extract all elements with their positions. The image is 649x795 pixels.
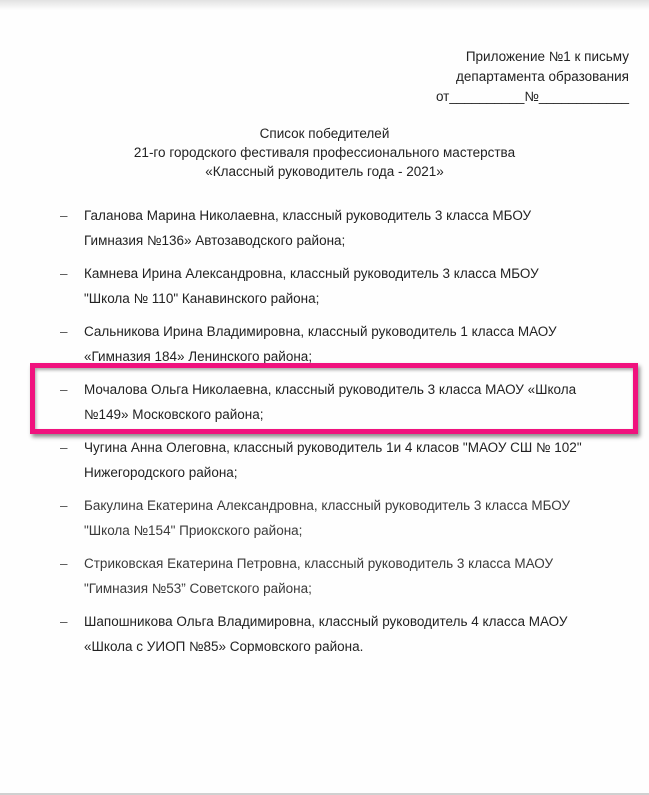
dash-bullet: – xyxy=(60,498,68,513)
appendix-line-3: от__________№____________ xyxy=(435,89,629,104)
dash-bullet: – xyxy=(60,614,68,629)
dash-bullet: – xyxy=(60,440,68,455)
winner-line-1: Сальникова Ирина Владимировна, классный руководитель 1 класса МАОУ xyxy=(84,324,557,339)
winner-line-2: Нижегородского района; xyxy=(84,465,238,480)
winner-line-2: "Гимназия №53” Советского района; xyxy=(84,581,312,596)
winner-line-1: Мочалова Ольга Николаевна, классный руководитель 3 класса МАОУ «Школа xyxy=(84,382,577,397)
appendix-header xyxy=(409,47,629,107)
dash-bullet: – xyxy=(60,266,68,281)
dash-bullet: – xyxy=(60,382,68,397)
winner-line-2: «Гимназия 184» Ленинского района; xyxy=(84,349,313,364)
list-item xyxy=(60,261,630,311)
dash-bullet: – xyxy=(60,208,68,223)
winner-line-2: Гимназия №136» Автозаводского района; xyxy=(84,233,346,248)
winners-list xyxy=(60,203,630,667)
title-line-1: Список победителей xyxy=(259,126,390,141)
list-item xyxy=(60,203,630,253)
winner-line-1: Бакулина Екатерина Александровна, классный руководитель 3 класса МБОУ xyxy=(84,498,571,513)
dash-bullet: – xyxy=(60,324,68,339)
list-item-highlighted xyxy=(60,377,630,427)
winner-line-1: Камнева Ирина Александровна, классный руководитель 3 класса МБОУ xyxy=(84,266,539,281)
list-item xyxy=(60,493,630,543)
winner-line-2: «Школа с УИОП №85» Сормовского района. xyxy=(84,639,364,654)
winner-line-1: Стриковская Екатерина Петровна, классный руководитель 3 класса МАОУ xyxy=(84,556,554,571)
appendix-line-2: департамента образования xyxy=(456,69,629,84)
winner-line-1: Чугина Анна Олеговна, классный руководитель 1и 4 класов "МАОУ СШ № 102" xyxy=(84,440,582,455)
winner-line-1: Галанова Марина Николаевна, классный руководитель 3 класса МБОУ xyxy=(84,208,532,223)
page-top-shadow xyxy=(0,0,649,10)
winner-line-2: №149» Московского района; xyxy=(84,407,264,422)
document-title xyxy=(0,124,649,181)
dash-bullet: – xyxy=(60,556,68,571)
title-line-3: «Классный руководитель года - 2021» xyxy=(205,164,444,179)
appendix-line-1: Приложение №1 к письму xyxy=(465,49,629,64)
list-item xyxy=(60,551,630,601)
title-line-2: 21-го городского фестиваля профессионального мастерства xyxy=(133,145,516,160)
winner-line-1: Шапошникова Ольга Владимировна, классный руководитель 4 класса МАОУ xyxy=(84,614,568,629)
winner-line-2: "Школа № 110" Канавинского района; xyxy=(84,291,320,306)
list-item xyxy=(60,319,630,369)
list-item xyxy=(60,435,630,485)
winner-line-2: "Школа №154" Приокского района; xyxy=(84,523,303,538)
list-item xyxy=(60,609,630,659)
